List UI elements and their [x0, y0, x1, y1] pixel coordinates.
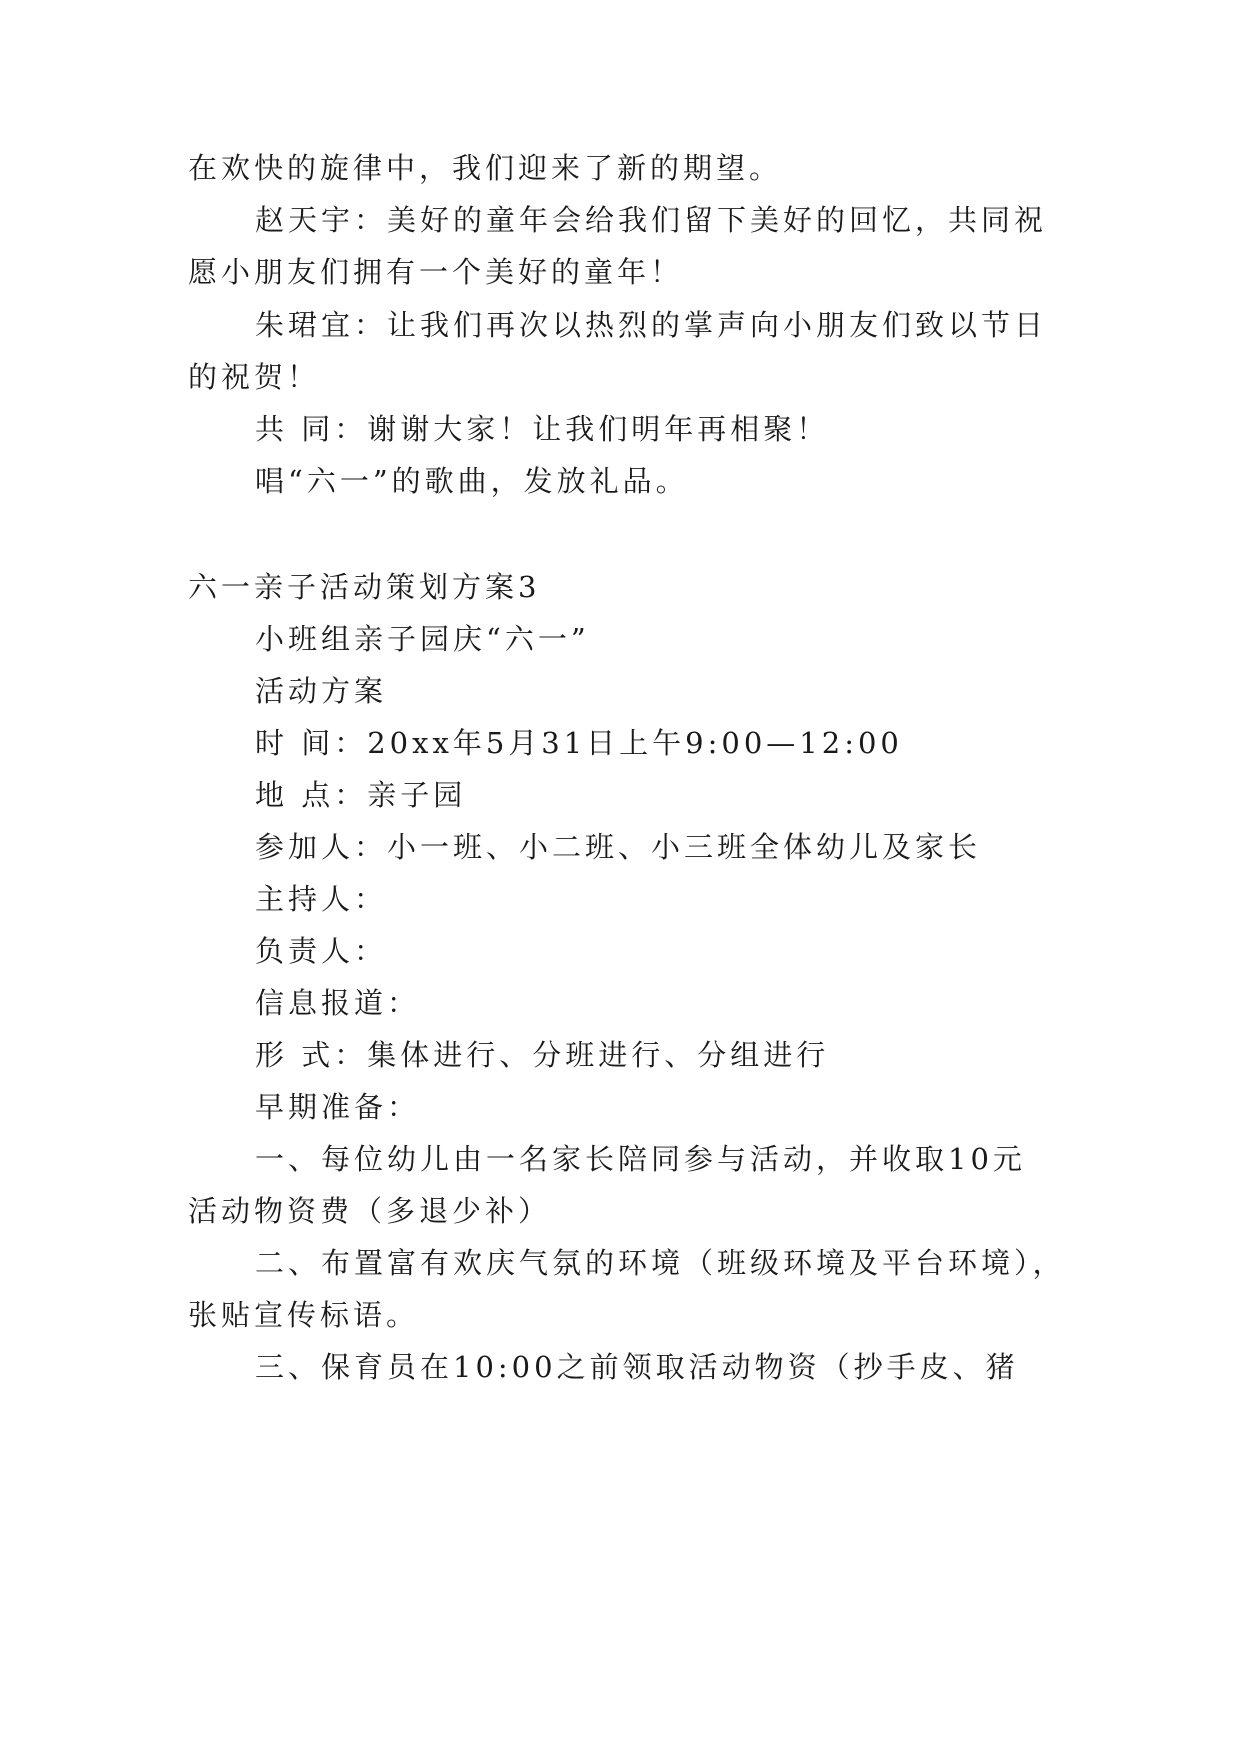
text-line: 共 同：谢谢大家！让我们明年再相聚！ — [255, 412, 830, 446]
text-line: 愿小朋友们拥有一个美好的童年！ — [188, 255, 684, 289]
text-line: 唱“六一”的歌曲，发放礼品。 — [255, 464, 689, 498]
text-line: 参加人：小一班、小二班、小三班全体幼儿及家长 — [255, 830, 982, 864]
text-line: 二、布置富有欢庆气氛的环境（班级环境及平台环境）， — [255, 1246, 1066, 1280]
text-line: 张贴宣传标语。 — [188, 1298, 420, 1332]
text-line: 形 式：集体进行、分班进行、分组进行 — [255, 1038, 830, 1072]
text-line: 三、保育员在10:00之前领取活动物资（抄手皮、猪 — [255, 1350, 1019, 1384]
text-line: 地 点：亲子园 — [255, 778, 467, 812]
text-line: 主持人： — [255, 882, 388, 916]
text-line: 赵天宇：美好的童年会给我们留下美好的回忆，共同祝 — [255, 203, 1048, 237]
text-line: 活动物资费（多退少补） — [188, 1194, 552, 1228]
text-line: 的祝贺！ — [188, 360, 321, 394]
section-heading: 六一亲子活动策划方案3 — [188, 570, 541, 604]
text-line: 信息报道： — [255, 986, 421, 1020]
text-line: 活动方案 — [255, 674, 388, 708]
text-line: 在欢快的旋律中，我们迎来了新的期望。 — [188, 151, 783, 185]
text-line: 早期准备： — [255, 1090, 421, 1124]
text-line: 朱珺宜：让我们再次以热烈的掌声向小朋友们致以节日 — [255, 308, 1048, 342]
text-line: 负责人： — [255, 934, 388, 968]
text-line: 时 间：20xx年5月31日上午9:00—12:00 — [255, 726, 903, 760]
text-line: 小班组亲子园庆“六一” — [255, 622, 590, 656]
text-line: 一、每位幼儿由一名家长陪同参与活动，并收取10元 — [255, 1142, 1026, 1176]
